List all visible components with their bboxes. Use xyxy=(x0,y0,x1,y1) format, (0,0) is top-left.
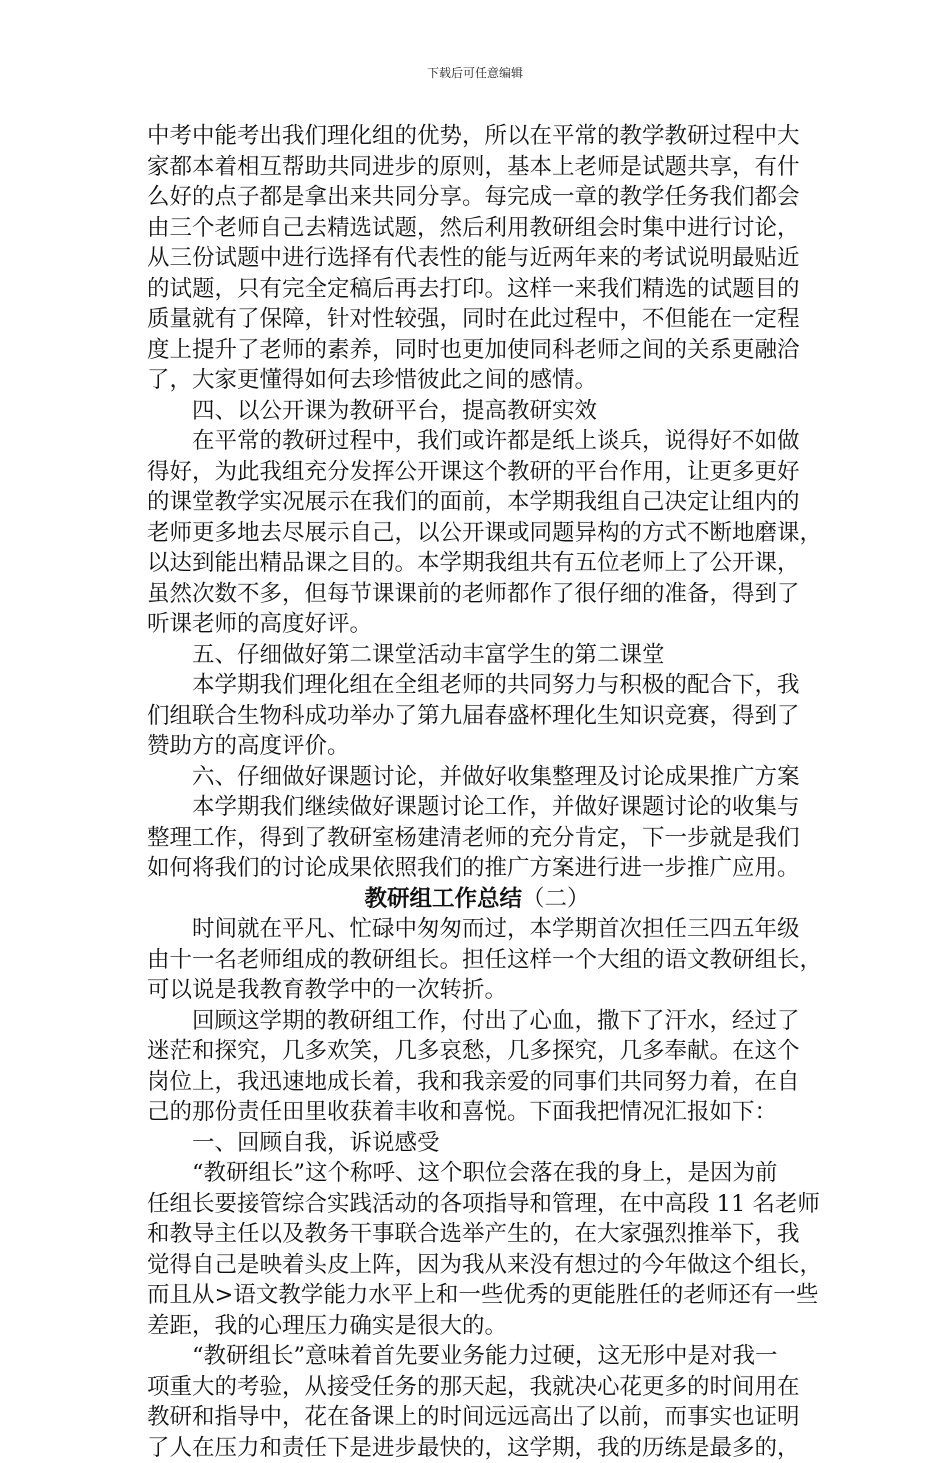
text-line: 从三份试题中进行选择有代表性的能与近两年来的考试说明最贴近 xyxy=(147,243,807,274)
text-line: 可以说是我教育教学中的一次转折。 xyxy=(147,975,807,1006)
document-title-main: 教研组工作总结 xyxy=(364,886,522,912)
text-line: 们组联合生物科成功举办了第九届春盛杯理化生知识竞赛，得到了 xyxy=(147,701,807,732)
text-line: 赞助方的高度评价。 xyxy=(147,731,807,762)
section-heading-1: 一、回顾自我，诉说感受 xyxy=(147,1128,807,1159)
text-line: 整理工作，得到了教研室杨建清老师的充分肯定，下一步就是我们 xyxy=(147,823,807,854)
text-line: 由十一名老师组成的教研组长。担任这样一个大组的语文教研组长， xyxy=(147,945,807,976)
text-line: 质量就有了保障，针对性较强，同时在此过程中，不但能在一定程 xyxy=(147,304,807,335)
document-title-suffix: （二） xyxy=(522,886,590,912)
text-line: 的试题，只有完全定稿后再去打印。这样一来我们精选的试题目的 xyxy=(147,274,807,305)
text-line: 和教导主任以及教务干事联合选举产生的，在大家强烈推举下，我 xyxy=(147,1219,807,1250)
text-line: 家都本着相互帮助共同进步的原则，基本上老师是试题共享，有什 xyxy=(147,152,807,183)
text-line: 任组长要接管综合实践活动的各项指导和管理，在中高段 11 名老师 xyxy=(147,1189,807,1220)
text-line: 项重大的考验，从接受任务的那天起，我就决心花更多的时间用在 xyxy=(147,1372,807,1403)
text-line: 在平常的教研过程中，我们或许都是纸上谈兵，说得好不如做 xyxy=(147,426,807,457)
text-line: 了，大家更懂得如何去珍惜彼此之间的感情。 xyxy=(147,365,807,396)
text-line: 虽然次数不多，但每节课课前的老师都作了很仔细的准备，得到了 xyxy=(147,579,807,610)
text-line: 教研和指导中，花在备课上的时间远远高出了以前，而事实也证明 xyxy=(147,1402,807,1433)
text-line: 由三个老师自己去精选试题，然后利用教研组会时集中进行讨论， xyxy=(147,213,807,244)
text-line: 回顾这学期的教研组工作，付出了心血，撒下了汗水，经过了 xyxy=(147,1006,807,1037)
text-line: 己的那份责任田里收获着丰收和喜悦。下面我把情况汇报如下： xyxy=(147,1097,807,1128)
section-heading-5: 五、仔细做好第二课堂活动丰富学生的第二课堂 xyxy=(147,640,807,671)
text-line: 听课老师的高度好评。 xyxy=(147,609,807,640)
text-line: 迷茫和探究，几多欢笑，几多哀愁，几多探究，几多奉献。在这个 xyxy=(147,1036,807,1067)
page-header-note: 下载后可任意编辑 xyxy=(0,64,950,81)
section-heading-6: 六、仔细做好课题讨论，并做好收集整理及讨论成果推广方案 xyxy=(147,762,807,793)
text-line: 觉得自己是映着头皮上阵，因为我从来没有想过的今年做这个组长， xyxy=(147,1250,807,1281)
text-line: 了人在压力和责任下是进步最快的，这学期，我的历练是最多的， xyxy=(147,1433,807,1463)
text-line: “教研组长”这个称呼、这个职位会落在我的身上，是因为前 xyxy=(147,1158,807,1189)
text-line: “教研组长”意味着首先要业务能力过硬，这无形中是对我一 xyxy=(147,1341,807,1372)
document-body xyxy=(147,121,807,1463)
text-line: 本学期我们理化组在全组老师的共同努力与积极的配合下，我 xyxy=(147,670,807,701)
text-line: 度上提升了老师的素养，同时也更加使同科老师之间的关系更融洽 xyxy=(147,335,807,366)
section-heading-4: 四、以公开课为教研平台，提高教研实效 xyxy=(147,396,807,427)
text-line: 岗位上，我迅速地成长着，我和我亲爱的同事们共同努力着，在自 xyxy=(147,1067,807,1098)
text-line: 如何将我们的讨论成果依照我们的推广方案进行进一步推广应用。 xyxy=(147,853,807,884)
text-line: 老师更多地去尽展示自己，以公开课或同题异构的方式不断地磨课， xyxy=(147,518,807,549)
text-line: 时间就在平凡、忙碌中匆匆而过，本学期首次担任三四五年级 xyxy=(147,914,807,945)
text-line: 么好的点子都是拿出来共同分享。每完成一章的教学任务我们都会 xyxy=(147,182,807,213)
text-line: 的课堂教学实况展示在我们的面前，本学期我组自己决定让组内的 xyxy=(147,487,807,518)
document-title xyxy=(147,884,807,915)
text-line: 得好，为此我组充分发挥公开课这个教研的平台作用，让更多更好 xyxy=(147,457,807,488)
text-line: 本学期我们继续做好课题讨论工作，并做好课题讨论的收集与 xyxy=(147,792,807,823)
text-line: 以达到能出精品课之目的。本学期我组共有五位老师上了公开课， xyxy=(147,548,807,579)
text-line: 而且从>语文教学能力水平上和一些优秀的更能胜任的老师还有一些 xyxy=(147,1280,807,1311)
text-line: 差距，我的心理压力确实是很大的。 xyxy=(147,1311,807,1342)
text-line: 中考中能考出我们理化组的优势，所以在平常的教学教研过程中大 xyxy=(147,121,807,152)
